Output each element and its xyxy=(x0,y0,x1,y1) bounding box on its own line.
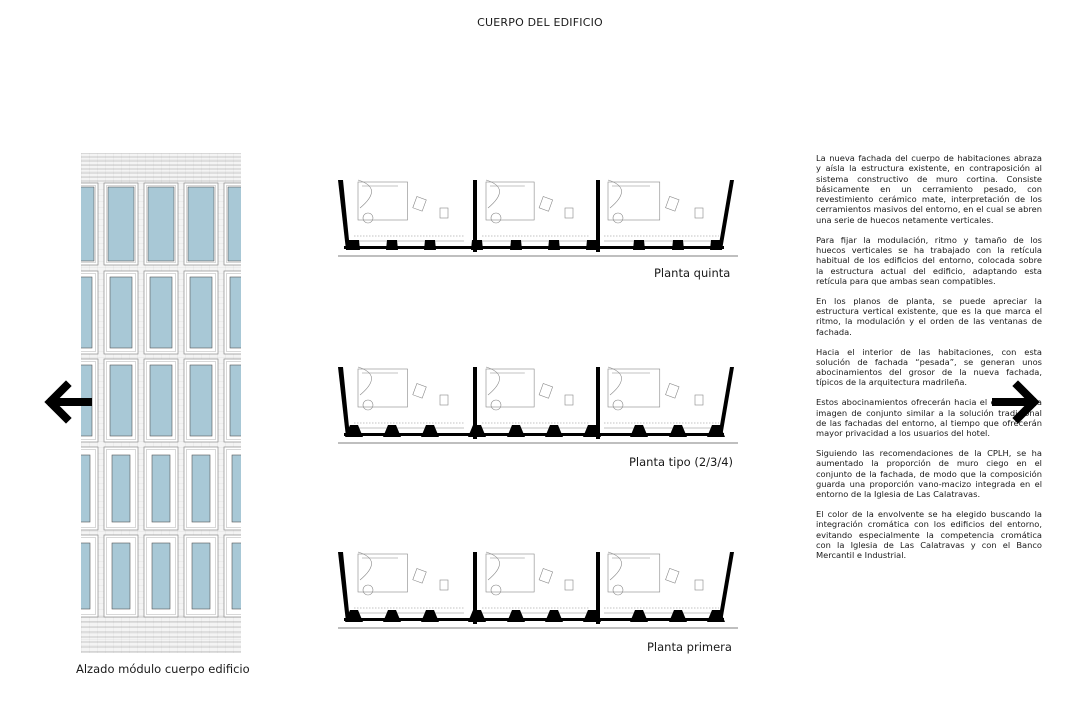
plan-pier xyxy=(421,610,439,622)
description-paragraph: En los planos de planta, se puede apreciar la estructura vertical existente, que es la que marca el ritmo, la modulación y el orden de las ventanas de fachada. xyxy=(816,295,1042,337)
elevation-window xyxy=(190,365,212,436)
plan-pier xyxy=(669,610,687,622)
elevation-window xyxy=(148,187,174,261)
floor-plan-first xyxy=(334,550,744,632)
description-text xyxy=(816,153,1042,570)
page-title: CUERPO DEL EDIFICIO xyxy=(477,16,603,29)
elevation-caption: Alzado módulo cuerpo edificio xyxy=(76,662,250,676)
floor-plan-typical xyxy=(334,365,744,447)
plan-caption-first: Planta primera xyxy=(647,640,732,654)
elevation-window xyxy=(150,365,172,436)
elevation-window xyxy=(188,187,214,261)
elevation-window xyxy=(112,543,130,609)
elevation-window xyxy=(230,365,241,436)
plan-pier xyxy=(424,240,436,250)
plan-pier xyxy=(468,425,486,437)
elevation-window xyxy=(81,455,90,522)
plan-pier xyxy=(586,240,598,250)
elevation-window xyxy=(150,277,172,348)
elevation-window xyxy=(108,187,134,261)
elevation-window xyxy=(228,187,241,261)
plan-pier xyxy=(507,425,525,437)
plan-pier xyxy=(421,425,439,437)
plan-pier xyxy=(348,240,360,250)
plan-pier xyxy=(383,425,401,437)
elevation-window xyxy=(232,455,241,522)
description-paragraph: Para fijar la modulación, ritmo y tamaño de los huecos verticales se ha trabajado con la retícula habitual de los edificios del entorno, colocada sobre la estructura actual del edificio, adaptando esta retícula para que ambas sean compatibles. xyxy=(816,234,1042,286)
plan-pier xyxy=(510,240,522,250)
elevation-window xyxy=(110,365,132,436)
elevation-window xyxy=(230,277,241,348)
plan-pier xyxy=(471,240,483,250)
plan-pier xyxy=(383,610,401,622)
elevation-window xyxy=(152,455,170,522)
description-paragraph: Hacia el interior de las habitaciones, con esta solución de fachada “pesada”, se generan unos abocinamientos del grosor de la nueva fachada, típicos de la arquitectura madrileña. xyxy=(816,346,1042,388)
elevation-window xyxy=(81,187,94,261)
plan-caption-typical: Planta tipo (2/3/4) xyxy=(629,455,734,469)
plan-pier xyxy=(386,240,398,250)
plan-pier xyxy=(545,425,563,437)
previous-arrow-icon[interactable] xyxy=(44,378,92,426)
elevation-window xyxy=(190,277,212,348)
elevation-window xyxy=(152,543,170,609)
elevation-window xyxy=(110,277,132,348)
plan-pier xyxy=(672,240,684,250)
description-paragraph: El color de la envolvente se ha elegido buscando la integración cromática con los edificios del entorno, evitando especialmente la competencia cromática con la Iglesia de Las Calatravas y con el Banco Mercantil e Industrial. xyxy=(816,509,1042,561)
plan-pier xyxy=(507,610,525,622)
plan-pier xyxy=(468,610,486,622)
elevation-window xyxy=(192,543,210,609)
plan-pier xyxy=(633,240,645,250)
plan-pier xyxy=(630,425,648,437)
plan-pier xyxy=(710,240,722,250)
facade-elevation xyxy=(81,153,241,653)
description-paragraph: Siguiendo las recomendaciones de la CPLH, se ha aumentado la proporción de muro ciego en el conjunto de la fachada, de modo que la composición guarda una proporción vano-macizo integrada en el entorno de la Iglesia de Las Calatravas. xyxy=(816,448,1042,500)
plan-pier xyxy=(548,240,560,250)
elevation-window xyxy=(81,543,90,609)
plan-pier xyxy=(545,610,563,622)
floor-plan-fifth xyxy=(334,178,744,260)
elevation-window xyxy=(192,455,210,522)
elevation-window xyxy=(81,277,92,348)
description-paragraph: La nueva fachada del cuerpo de habitaciones abraza y aísla la estructura existente, en contraposición al sistema constructivo de muro cortina. Consiste básicamente en un cerramiento pesado, con revestimiento cerámico mate, interpretación de los cerramientos masivos del entorno, en el cual se abren una serie de huecos netamente verticales. xyxy=(816,153,1042,225)
plan-caption-fifth: Planta quinta xyxy=(654,266,731,280)
elevation-window xyxy=(112,455,130,522)
next-arrow-icon[interactable] xyxy=(992,378,1040,426)
elevation-window xyxy=(232,543,241,609)
plan-pier xyxy=(669,425,687,437)
description-paragraph: Estos abocinamientos ofrecerán hacia el exterior una imagen de conjunto similar a la solución tradicional de las fachadas del entorno, al tiempo que ofrecerán mayor privacidad a los usuarios del hotel. xyxy=(816,397,1042,439)
plan-pier xyxy=(630,610,648,622)
